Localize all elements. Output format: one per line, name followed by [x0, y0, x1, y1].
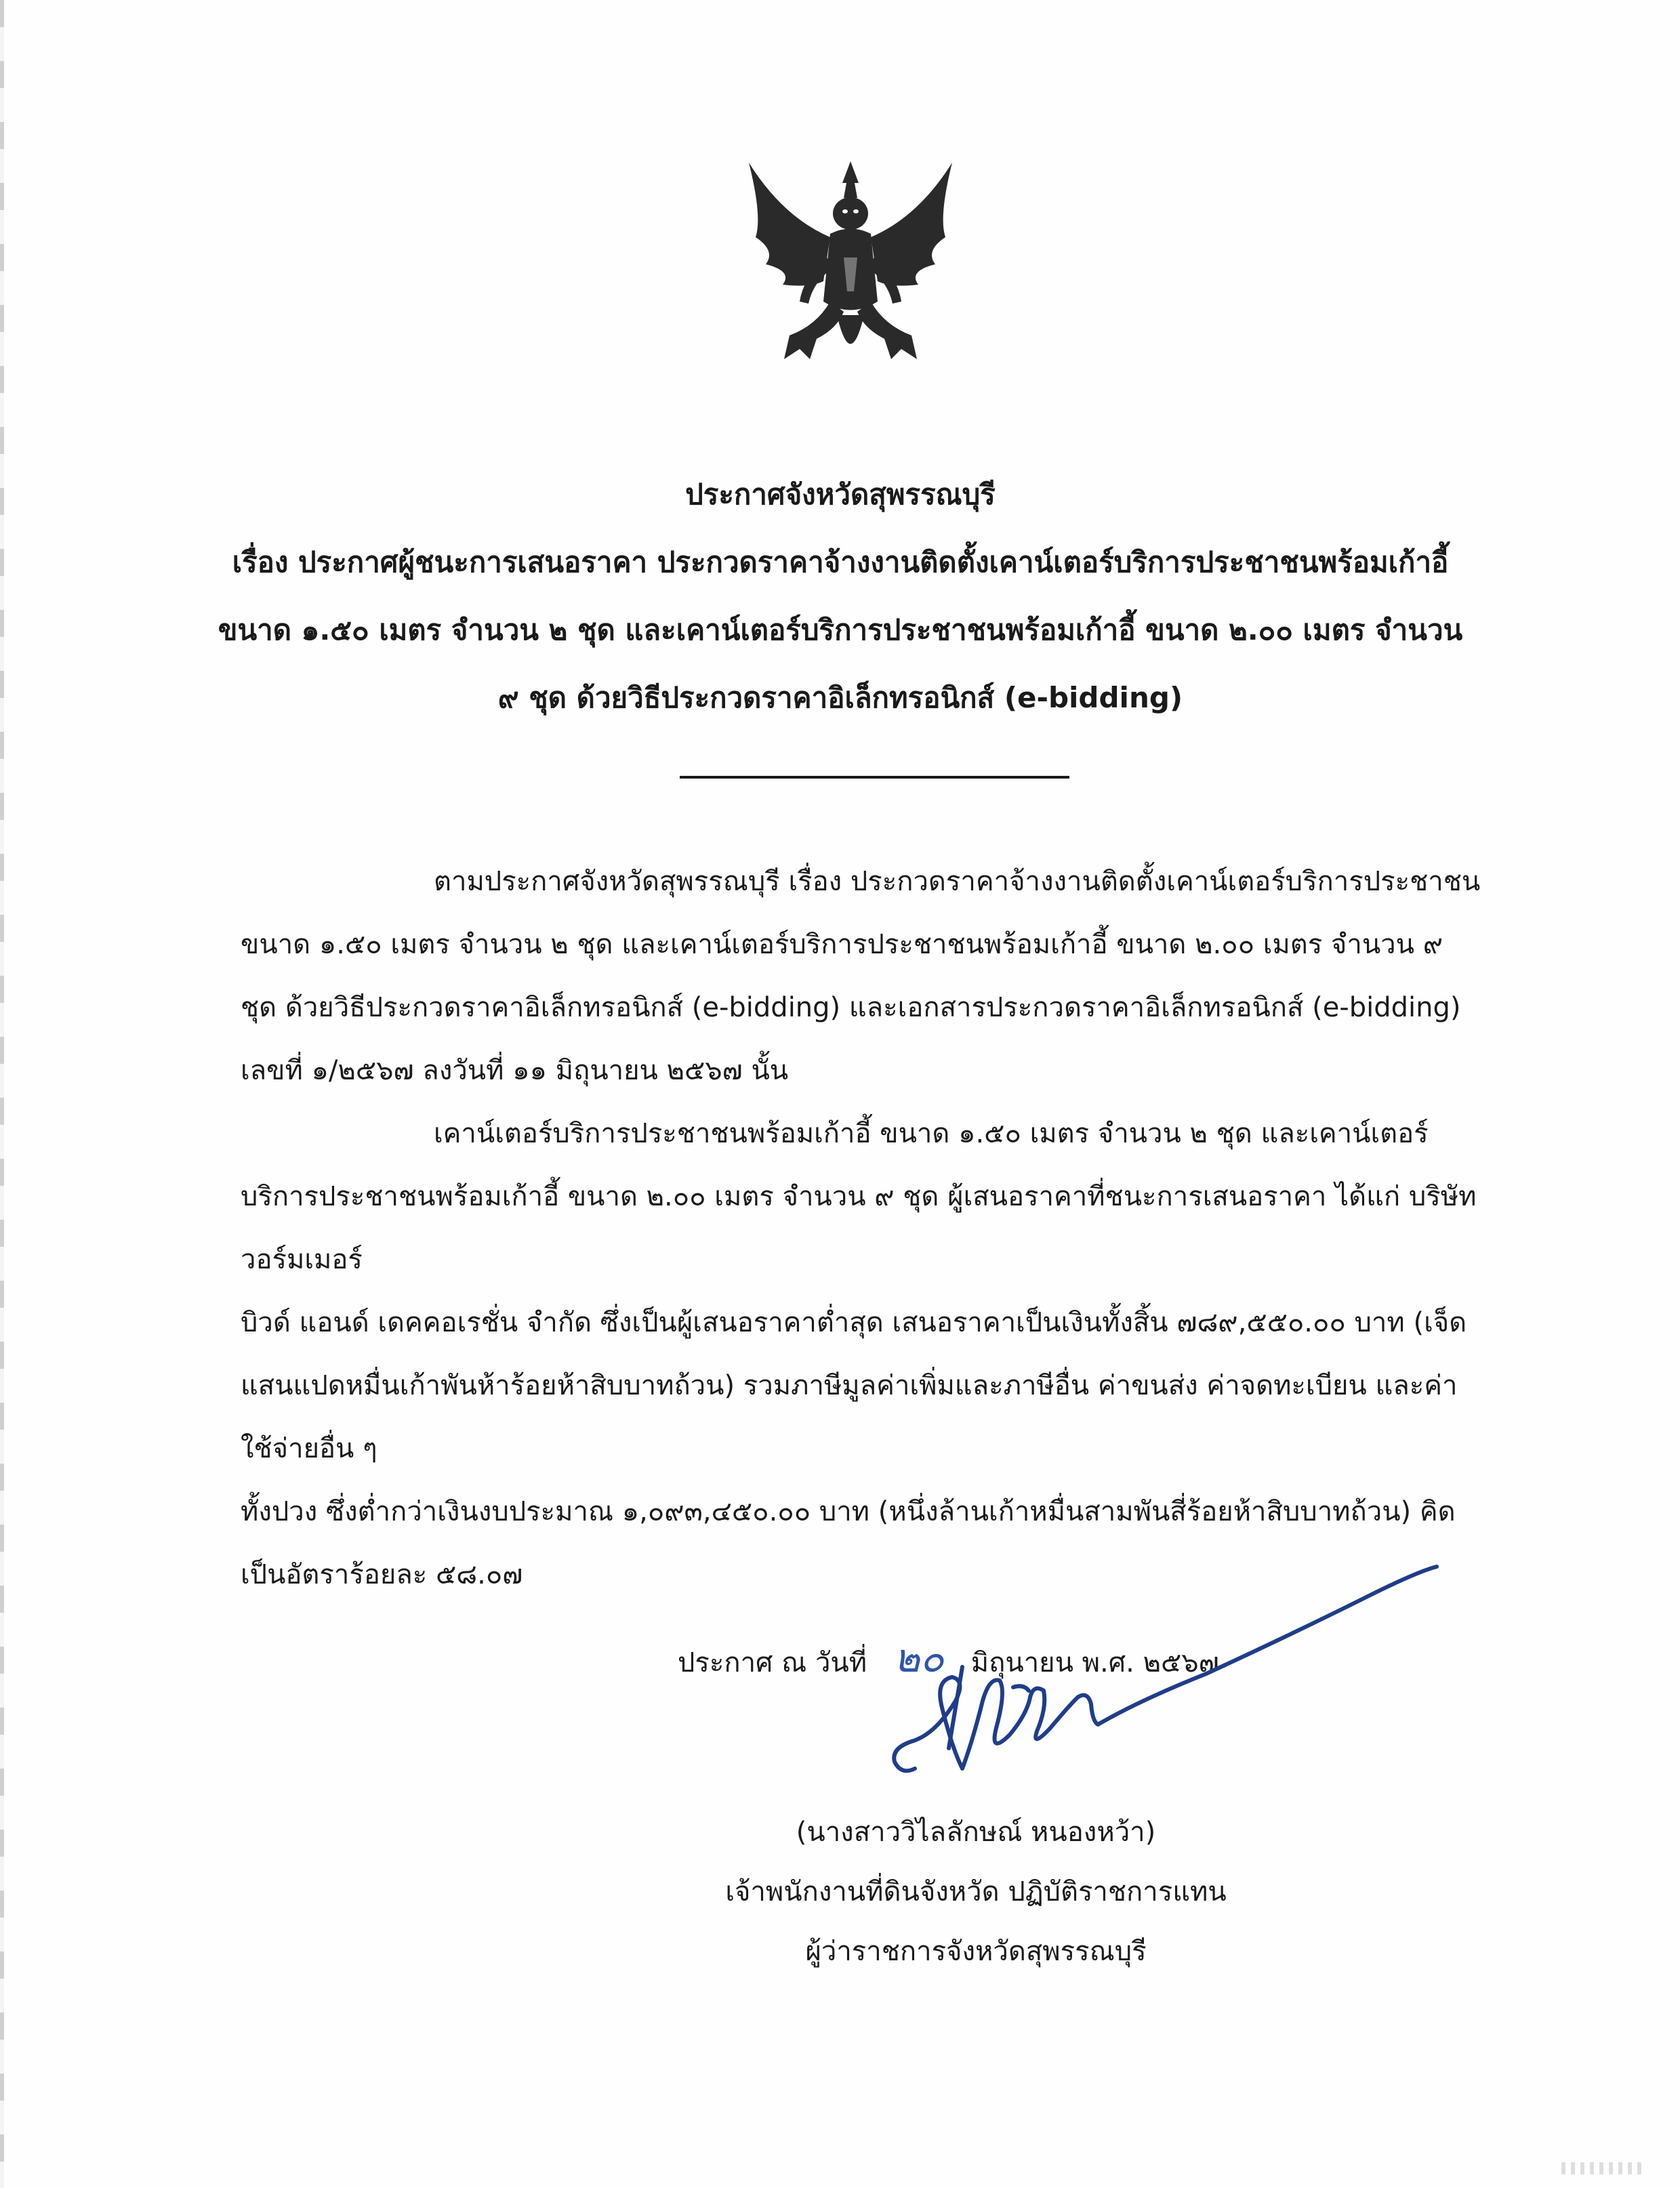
announcement-header [203, 461, 1477, 732]
body-line: ชุด ด้วยวิธีประกวดราคาอิเล็กทรอนิกส์ (e-bidding) และเอกสารประกวดราคาอิเล็กทรอนิกส์ (e-bidding) [241, 992, 1461, 1023]
signer-position-2: ผู้ว่าราชการจังหวัดสุพรรณบุรี [805, 1936, 1147, 1967]
body-line: เลขที่ ๑/๒๕๖๗ ลงวันที่ ๑๑ มิถุนายน ๒๕๖๗ นั้น [241, 1055, 789, 1086]
header-line-4: ๙ ชุด ด้วยวิธีประกวดราคาอิเล็กทรอนิกส์ (e-bidding) [497, 681, 1183, 714]
body-line: แสนแปดหมื่นเก้าพันห้าร้อยห้าสิบบาทถ้วน) รวมภาษีมูลค่าเพิ่มและภาษีอื่น ค่าขนส่ง ค่าจดทะเบียน และค่า [241, 1370, 1458, 1401]
body-line: ใช้จ่ายอื่น ๆ [241, 1433, 377, 1464]
body-line: ขนาด ๑.๕๐ เมตร จำนวน ๒ ชุด และเคาน์เตอร์บริการประชาชนพร้อมเก้าอี้ ขนาด ๒.๐๐ เมตร จำนวน ๙ [241, 929, 1443, 960]
date-prefix: ประกาศ ณ วันที่ [678, 1647, 867, 1678]
signer-position-1: เจ้าพนักงานที่ดินจังหวัด ปฏิบัติราชการแทน [725, 1876, 1227, 1907]
body-line: เป็นอัตราร้อยละ ๕๘.๐๗ [241, 1559, 523, 1590]
garuda-emblem-icon [735, 156, 966, 379]
header-line-1: ประกาศจังหวัดสุพรรณบุรี [685, 478, 996, 511]
scan-edge [0, 0, 4, 2188]
date-suffix: มิถุนายน พ.ศ. ๒๕๖๗ [970, 1647, 1219, 1678]
body-line: ตามประกาศจังหวัดสุพรรณบุรี เรื่อง ประกวดราคาจ้างงานติดตั้งเคาน์เตอร์บริการประชาชน [434, 866, 1481, 897]
announcement-body [241, 850, 1515, 1607]
body-line: บิวด์ แอนด์ เดคคอเรชั่น จำกัด ซึ่งเป็นผู้เสนอราคาต่ำสุด เสนอราคาเป็นเงินทั้งสิ้น ๗๘๙,๕๕๐.๐๐ บาท (เจ็ด [241, 1307, 1467, 1338]
body-line: เคาน์เตอร์บริการประชาชนพร้อมเก้าอี้ ขนาด ๑.๕๐ เมตร จำนวน ๒ ชุด และเคาน์เตอร์ [434, 1118, 1429, 1149]
handwritten-signature-icon [854, 1545, 1498, 1802]
body-line: ทั้งปวง ซึ่งต่ำกว่าเงินงบประมาณ ๑,๐๙๓,๔๕๐.๐๐ บาท (หนึ่งล้านเก้าหมื่นสามพันสี่ร้อยห้าสิบบาทถ้วน) คิด [241, 1496, 1456, 1527]
scan-artifact [1561, 2162, 1643, 2174]
header-line-2: เรื่อง ประกาศผู้ชนะการเสนอราคา ประกวดราคาจ้างงานติดตั้งเคาน์เตอร์บริการประชาชนพร้อมเก้าอี้ [232, 545, 1449, 579]
body-line: บริการประชาชนพร้อมเก้าอี้ ขนาด ๒.๐๐ เมตร จำนวน ๙ ชุด ผู้เสนอราคาที่ชนะการเสนอราคา ได้แก่ บริษัท [241, 1181, 1477, 1212]
header-line-3: ขนาด ๑.๕๐ เมตร จำนวน ๒ ชุด และเคาน์เตอร์บริการประชาชนพร้อมเก้าอี้ ขนาด ๒.๐๐ เมตร จำนวน [218, 613, 1463, 646]
handwritten-day: ๒๐ [894, 1635, 944, 1681]
signer-block [678, 1802, 1274, 1981]
signer-name: (นางสาววิไลลักษณ์ หนองหว้า) [796, 1817, 1156, 1848]
body-line: วอร์มเมอร์ [241, 1244, 363, 1275]
header-divider [680, 776, 1069, 779]
